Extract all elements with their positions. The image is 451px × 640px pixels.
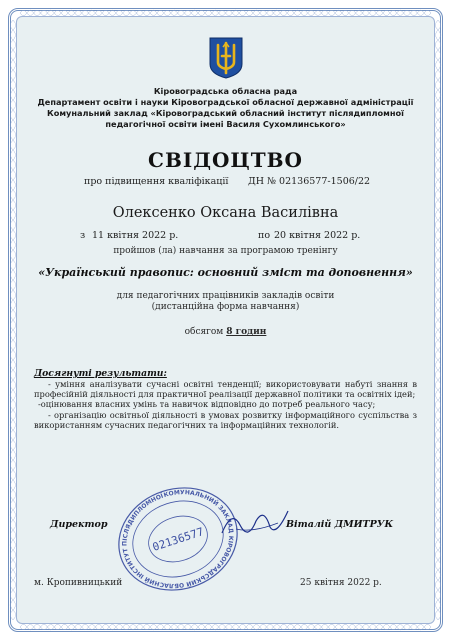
header-department: Департамент освіти і науки Кіровоградської обласної державної адміністрації (37, 97, 414, 107)
footer-city: м. Кропивницький (34, 578, 123, 588)
subtitle-text: про підвищення кваліфікації (84, 176, 229, 187)
results-list (34, 379, 417, 430)
period-to-prefix: по (258, 230, 271, 241)
trident-icon (206, 36, 246, 80)
result-item: - уміння аналізувати сучасні освітні тенденції; використовувати набуті знання в професійній діяльності для практичної реалізації державної політики та освітніх ідей; (34, 379, 417, 400)
training-text: пройшов (ла) навчання за програмою тренінгу (113, 246, 338, 256)
result-item: - організацію освітньої діяльності в умовах розвитку інформаційного суспільства з використанням сучасних педагогічних та інформаційних технологій. (34, 409, 417, 430)
results-heading: Досягнуті результати: (34, 368, 167, 379)
document-title: СВІДОЦТВО (148, 148, 303, 172)
audience-line: для педагогічних працівників закладів освіти (116, 291, 335, 301)
header-institution-name: педагогічної освіти імені Василя Сухомлинського» (105, 119, 346, 129)
signatory-name: Віталій ДМИТРУК (286, 519, 394, 530)
header-institution: Комунальний заклад «Кіровоградський обласний інститут післядипломної (47, 108, 404, 118)
period-to-date: 20 квітня 2022 р. (274, 230, 361, 241)
stamp-code: 02136577 (150, 525, 206, 554)
result-item: -оцінювання власних умінь та навичок відповідно до потреб реального часу; (38, 399, 376, 410)
period-from-prefix: з (80, 230, 86, 241)
certificate-number: ДН № 02136577-1506/22 (248, 176, 371, 187)
signatory-position: Директор (50, 519, 108, 530)
footer-date: 25 квітня 2022 р. (300, 578, 382, 588)
header-council: Кіровоградська обласна рада (153, 86, 298, 96)
period-from-date: 11 квітня 2022 р. (92, 230, 179, 241)
course-title: «Український правопис: основний зміст та доповнення» (38, 266, 413, 279)
stamp-ring-text: КОМУНАЛЬНИЙ ЗАКЛАД КІРОВОГРАДСЬКИЙ ОБЛАСНИЙ ІНСТИТУТ ПІСЛЯДИПЛОМНОЇ (121, 489, 235, 589)
volume-hours: 8 годин (226, 327, 267, 337)
study-form: (дистанційна форма навчання) (151, 302, 300, 312)
recipient-name: Олексенко Оксана Василівна (112, 205, 339, 221)
volume (0, 327, 451, 337)
volume-label: обсягом (184, 327, 224, 337)
director-signature (218, 503, 293, 543)
